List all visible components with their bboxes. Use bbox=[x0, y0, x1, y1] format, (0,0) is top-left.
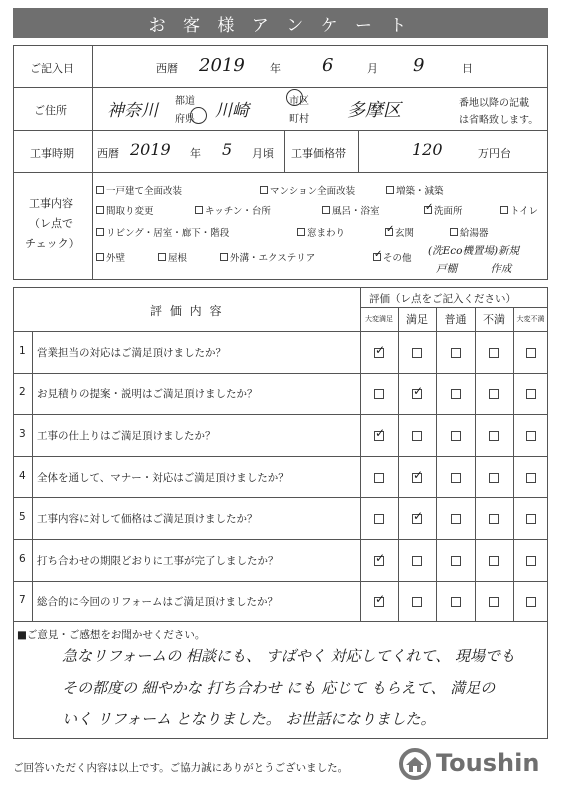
work-item-checkbox[interactable] bbox=[260, 186, 268, 194]
evaluation-table bbox=[13, 287, 548, 622]
brand-name: Toushin bbox=[436, 749, 540, 777]
rating-header: 評価（レ点をご記入ください） bbox=[369, 293, 516, 305]
comments-label: ■ご意見・ご感想をお聞かせください。 bbox=[17, 629, 206, 641]
work-item-label: その他 bbox=[383, 253, 412, 264]
work-item bbox=[96, 183, 182, 197]
address-ward[interactable]: 多摩区 bbox=[347, 100, 401, 121]
address-city[interactable]: 川崎 bbox=[215, 101, 249, 121]
rating-checkbox[interactable] bbox=[374, 514, 384, 524]
comment-line-3[interactable]: いく リフォーム となりました。 お世話になりました。 bbox=[62, 710, 436, 728]
work-item-checkbox[interactable] bbox=[220, 253, 228, 261]
question-number: 1 bbox=[19, 344, 26, 357]
rating-checkbox[interactable] bbox=[374, 597, 384, 607]
city-unit-bottom: 町村 bbox=[289, 114, 309, 125]
work-item bbox=[322, 203, 380, 217]
work-item-label: 洗面所 bbox=[434, 206, 463, 217]
work-item-checkbox[interactable] bbox=[96, 206, 104, 214]
work-item-checkbox[interactable] bbox=[96, 228, 104, 236]
work-item-label: 外溝・エクステリア bbox=[230, 253, 316, 264]
period-month-value[interactable]: 5 bbox=[222, 140, 233, 159]
work-item-label: 風呂・浴室 bbox=[332, 206, 380, 217]
period-year-unit: 年 bbox=[190, 147, 201, 160]
rating-checkbox[interactable] bbox=[412, 514, 422, 524]
entry-month-unit: 月 bbox=[367, 62, 378, 75]
question-text: 工事内容に対して価格はご満足頂けましたか？ bbox=[37, 513, 258, 526]
work-label-3: チェック） bbox=[25, 237, 80, 250]
price-unit: 万円台 bbox=[478, 147, 511, 160]
work-item bbox=[385, 225, 414, 239]
work-item bbox=[220, 250, 315, 264]
work-item-label: リビング・居室・廊下・階段 bbox=[106, 228, 230, 239]
rating-checkbox[interactable] bbox=[412, 431, 422, 441]
price-value[interactable]: 120 bbox=[412, 140, 443, 159]
rating-checkbox[interactable] bbox=[489, 597, 499, 607]
question-number: 4 bbox=[19, 469, 26, 482]
rating-checkbox[interactable] bbox=[489, 514, 499, 524]
work-item-checkbox[interactable] bbox=[322, 206, 330, 214]
work-item bbox=[96, 250, 125, 264]
work-item bbox=[450, 225, 489, 239]
work-item bbox=[424, 203, 463, 217]
rating-checkbox[interactable] bbox=[412, 348, 422, 358]
work-item-checkbox[interactable] bbox=[424, 206, 432, 214]
rating-checkbox[interactable] bbox=[489, 473, 499, 483]
work-item-label: 外壁 bbox=[106, 253, 126, 264]
rating-checkbox[interactable] bbox=[374, 473, 384, 483]
work-item-checkbox[interactable] bbox=[450, 228, 458, 236]
rating-checkbox[interactable] bbox=[374, 389, 384, 399]
work-item-label: 一戸建て全面改装 bbox=[106, 186, 183, 197]
question-number: 6 bbox=[19, 552, 26, 565]
address-label: ご住所 bbox=[34, 104, 67, 117]
period-era: 西暦 bbox=[97, 147, 119, 160]
question-number: 3 bbox=[19, 428, 26, 440]
work-item-checkbox[interactable] bbox=[385, 228, 393, 236]
rating-checkbox[interactable] bbox=[526, 431, 536, 441]
rating-checkbox[interactable] bbox=[451, 597, 461, 607]
toushin-logo-icon bbox=[398, 747, 432, 781]
rating-checkbox[interactable] bbox=[489, 431, 499, 441]
work-item-checkbox[interactable] bbox=[96, 253, 104, 261]
work-item-label: 屋根 bbox=[168, 253, 188, 264]
work-item-label: 玄関 bbox=[395, 228, 415, 239]
question-text: 打ち合わせの期限どおりに工事が完了しましたか？ bbox=[37, 554, 279, 567]
rating-checkbox[interactable] bbox=[374, 348, 384, 358]
city-unit-top: 市区 bbox=[289, 96, 309, 107]
price-label: 工事価格帯 bbox=[291, 147, 346, 160]
work-item bbox=[386, 183, 444, 197]
rating-column-header: 不満 bbox=[483, 313, 505, 326]
rating-column-header: 普通 bbox=[444, 313, 467, 326]
evaluation-header: 評 価 内 容 bbox=[150, 304, 224, 318]
other-note-1[interactable]: (洗Eco機置場)新規 bbox=[428, 245, 520, 257]
work-item bbox=[96, 225, 229, 239]
question-text: 工事の仕上りはご満足頂けましたか？ bbox=[37, 430, 216, 442]
rating-checkbox[interactable] bbox=[526, 597, 536, 607]
rating-checkbox[interactable] bbox=[526, 514, 536, 524]
pref-unit-bottom: 府県 bbox=[175, 114, 195, 125]
question-text: 営業担当の対応はご満足頂けましたか？ bbox=[37, 346, 226, 359]
rating-checkbox[interactable] bbox=[451, 389, 461, 399]
address-prefecture[interactable]: 神奈川 bbox=[107, 101, 158, 121]
work-item bbox=[158, 250, 187, 264]
entry-day-value[interactable]: 9 bbox=[413, 55, 425, 76]
rating-checkbox[interactable] bbox=[412, 473, 422, 483]
address-note-2: は省略致します。 bbox=[459, 115, 539, 126]
work-item-checkbox[interactable] bbox=[195, 206, 203, 214]
work-item-label: キッチン・台所 bbox=[205, 206, 271, 217]
work-item bbox=[373, 250, 412, 264]
entry-date-label: ご記入日 bbox=[30, 62, 74, 75]
work-item bbox=[500, 203, 538, 217]
work-item-checkbox[interactable] bbox=[158, 253, 166, 261]
rating-column-header: 満足 bbox=[406, 313, 428, 326]
rating-checkbox[interactable] bbox=[489, 556, 499, 566]
rating-checkbox[interactable] bbox=[451, 556, 461, 566]
rating-checkbox[interactable] bbox=[451, 514, 461, 524]
rating-checkbox[interactable] bbox=[412, 597, 422, 607]
rating-checkbox[interactable] bbox=[412, 556, 422, 566]
entry-day-unit: 日 bbox=[462, 62, 473, 75]
work-label-2: （レ点で bbox=[29, 217, 73, 230]
rating-checkbox[interactable] bbox=[489, 389, 499, 399]
work-item bbox=[260, 183, 355, 197]
comment-line-1[interactable]: 急なリフォームの 相談にも、 すばやく 対応してくれて、 現場でも bbox=[62, 647, 516, 665]
pref-unit-top: 都道 bbox=[175, 96, 195, 107]
period-year-value[interactable]: 2019 bbox=[130, 140, 171, 159]
rating-checkbox[interactable] bbox=[489, 348, 499, 358]
rating-checkbox[interactable] bbox=[374, 556, 384, 566]
question-text: お見積りの提案・説明はご満足頂けましたか？ bbox=[37, 388, 258, 401]
question-text: 総合的に今回のリフォームはご満足頂けましたか？ bbox=[37, 596, 278, 609]
work-item-label: トイレ bbox=[510, 206, 539, 217]
other-note-2[interactable]: 戸棚 作成 bbox=[436, 263, 512, 275]
question-text: 全体を通して、マナー・対応はご満足頂けましたか？ bbox=[37, 471, 289, 484]
work-item-checkbox[interactable] bbox=[386, 186, 394, 194]
entry-year-value[interactable]: 2019 bbox=[199, 55, 245, 76]
work-label-1: 工事内容 bbox=[29, 197, 73, 210]
rating-checkbox[interactable] bbox=[451, 473, 461, 483]
work-item-label: 窓まわり bbox=[307, 228, 346, 239]
entry-month-value[interactable]: 6 bbox=[322, 55, 334, 76]
work-item-checkbox[interactable] bbox=[500, 206, 508, 214]
rating-checkbox[interactable] bbox=[526, 348, 536, 358]
form-title: お 客 様 ア ン ケ ー ト bbox=[13, 8, 548, 38]
work-item bbox=[96, 203, 154, 217]
question-number: 7 bbox=[19, 594, 26, 607]
work-item-label: 間取り変更 bbox=[106, 206, 154, 217]
rating-checkbox[interactable] bbox=[526, 556, 536, 566]
rating-checkbox[interactable] bbox=[451, 431, 461, 441]
city-circle bbox=[286, 89, 303, 106]
rating-column-header: 大変不満 bbox=[516, 315, 545, 323]
address-note-1: 番地以降の記載 bbox=[459, 98, 529, 109]
rating-checkbox[interactable] bbox=[412, 389, 422, 399]
entry-year-unit: 年 bbox=[270, 62, 281, 75]
work-item-checkbox[interactable] bbox=[297, 228, 305, 236]
rating-checkbox[interactable] bbox=[374, 431, 384, 441]
comment-line-2[interactable]: その都度の 細やかな 打ち合わせ にも 応じて もらえて、 満足の bbox=[62, 679, 496, 697]
work-item-checkbox[interactable] bbox=[96, 186, 104, 194]
rating-checkbox[interactable] bbox=[526, 473, 536, 483]
work-item-checkbox[interactable] bbox=[373, 253, 381, 261]
question-number: 2 bbox=[19, 386, 26, 399]
rating-checkbox[interactable] bbox=[451, 348, 461, 358]
entry-era: 西暦 bbox=[156, 62, 178, 75]
work-item bbox=[297, 225, 345, 239]
work-item-label: マンション全面改装 bbox=[270, 186, 356, 197]
work-item-label: 増築・減築 bbox=[396, 186, 444, 197]
rating-checkbox[interactable] bbox=[526, 389, 536, 399]
work-item bbox=[195, 203, 271, 217]
rating-column-header: 大変満足 bbox=[365, 315, 393, 323]
period-label: 工事時期 bbox=[30, 147, 74, 160]
question-number: 5 bbox=[19, 511, 26, 524]
work-item-label: 給湯器 bbox=[460, 228, 489, 239]
period-month-unit: 月頃 bbox=[252, 147, 274, 160]
pref-circle bbox=[190, 107, 207, 124]
footer-thanks: ご回答いただく内容は以上です。ご協力誠にありがとうございました。 bbox=[13, 762, 349, 774]
